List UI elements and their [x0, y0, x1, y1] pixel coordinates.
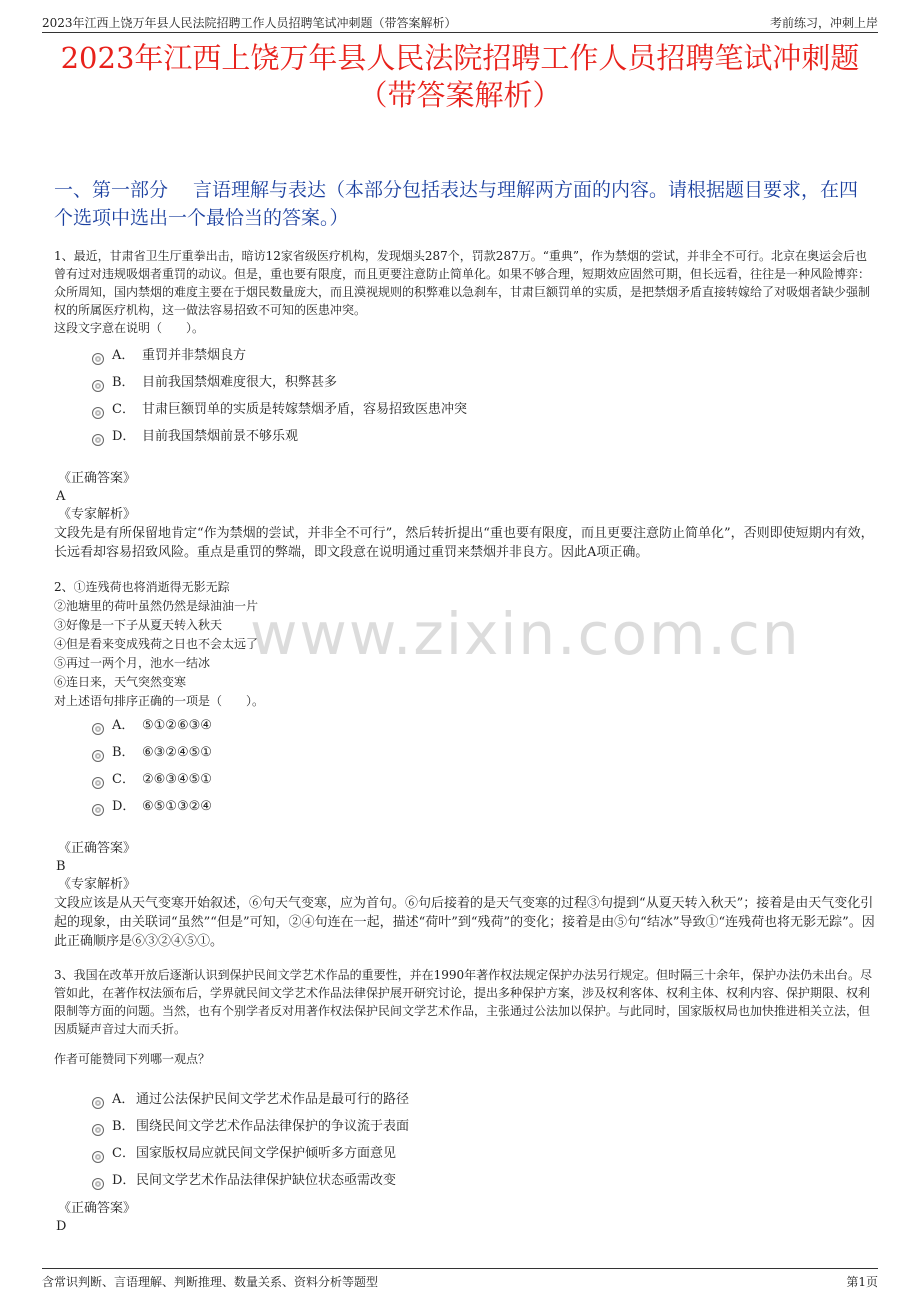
radio-icon[interactable] [92, 804, 104, 816]
explanation-label: 《专家解析》 [58, 507, 137, 522]
header-slogan: 考前练习，冲刺上岸 [769, 16, 878, 30]
explanation-text: 文段先是有所保留地肯定“作为禁烟的尝试，并非全不可行”，然后转折提出“重也要有限度，而且更要注意防止简单化”，否则即使短期内有效，长远看却容易招致风险。重点是重罚的弊端，即文段意在说明通过重罚来禁烟并非良方。因此A项正确。 [54, 526, 874, 560]
answer-value: D [56, 1219, 67, 1234]
watermark-text: www.zixin.com.cn [250, 600, 801, 668]
question-2-line: ③好像是一下子从夏天转入秋天 [54, 618, 223, 632]
radio-icon[interactable] [92, 1124, 104, 1136]
question-3-answer [54, 1200, 876, 1236]
question-3-stem [54, 966, 876, 1068]
radio-icon[interactable] [92, 1097, 104, 1109]
section-heading: 一、第一部分 言语理解与表达（本部分包括表达与理解两方面的内容。请根据题目要求，在四个选项中选出一个最恰当的答案。） [54, 179, 859, 229]
question-3-text: 3、我国在改革开放后逐渐认识到保护民间文学艺术作品的重要性，并在1990年著作权法规定保护办法另行规定。但时隔三十余年，保护办法仍未出台。尽管如此，在著作权法颁布后，学界就民间文学艺术作品法律保护展开研究讨论，提出多种保护方案，涉及权利客体、权利主体、权利内容、保护期限、权利限制等方面的问题。当然，也有个别学者反对用著作权法保护民间文学艺术作品，主张通过公法加以保护。与此同时，国家版权局也加快推进相关立法，但因质疑声音过大而夭折。 [54, 968, 873, 1036]
question-1-option-a[interactable]: A． 重罚并非禁烟良方 [92, 342, 872, 369]
question-3-option-b[interactable]: B． 围绕民间文学艺术作品法律保护的争议流于表面 [92, 1113, 872, 1140]
question-2-options [92, 712, 872, 820]
question-3-option-c[interactable]: C． 国家版权局应就民间文学保护倾听多方面意见 [92, 1140, 872, 1167]
question-1-prompt: 这段文字意在说明（ ）。 [54, 321, 205, 335]
question-1-option-b[interactable]: B． 目前我国禁烟难度很大，积弊甚多 [92, 369, 872, 396]
question-2-answer [54, 840, 876, 951]
page-title-line2: （带答案解析） [358, 78, 562, 112]
question-3-options [92, 1086, 872, 1194]
radio-icon[interactable] [92, 434, 104, 446]
question-2-stem [54, 578, 876, 711]
question-1-option-c[interactable]: C． 甘肃巨额罚单的实质是转嫁禁烟矛盾，容易招致医患冲突 [92, 396, 872, 423]
question-2-line: ④但是看来变成残荷之日也不会太远了 [54, 637, 259, 651]
question-1-answer [54, 470, 876, 562]
radio-icon[interactable] [92, 407, 104, 419]
page-title [40, 40, 880, 114]
question-1-stem [54, 247, 876, 337]
question-2-line: ⑥连日来，天气突然变寒 [54, 675, 187, 689]
explanation-text: 文段应该是从天气变寒开始叙述，⑥句天气变寒，应为首句。⑥句后接着的是天气变寒的过程③句提到“从夏天转入秋天”；接着是由天气变化引起的现象，由关联词“虽然”“但是”可知，②④句连在一起，描述“荷叶”到“残荷”的变化；接着是由⑤句“结冰”导致①“连残荷也将无影无踪”。因此正确顺序是⑥③②④⑤①。 [54, 896, 875, 949]
question-2-line: ⑤再过一两个月，池水一结冰 [54, 656, 211, 670]
question-2-option-b[interactable]: B． ⑥③②④⑤① [92, 739, 872, 766]
radio-icon[interactable] [92, 777, 104, 789]
question-2-prompt: 对上述语句排序正确的一项是（ ）。 [54, 694, 265, 708]
question-1-option-d[interactable]: D． 目前我国禁烟前景不够乐观 [92, 423, 872, 450]
answer-value: A [56, 489, 66, 504]
radio-icon[interactable] [92, 750, 104, 762]
answer-label: 《正确答案》 [58, 841, 137, 856]
answer-label: 《正确答案》 [58, 471, 137, 486]
question-1-options [92, 342, 872, 450]
question-3-option-a[interactable]: A． 通过公法保护民间文学艺术作品是最可行的路径 [92, 1086, 872, 1113]
page-header [42, 10, 878, 33]
radio-icon[interactable] [92, 380, 104, 392]
question-2-option-d[interactable]: D． ⑥⑤①③②④ [92, 793, 872, 820]
question-3-prompt: 作者可能赞同下列哪一观点？ [54, 1052, 211, 1066]
explanation-label: 《专家解析》 [58, 877, 137, 892]
radio-icon[interactable] [92, 353, 104, 365]
question-2-option-c[interactable]: C． ②⑥③④⑤① [92, 766, 872, 793]
radio-icon[interactable] [92, 1178, 104, 1190]
radio-icon[interactable] [92, 1151, 104, 1163]
footer-description: 含常识判断、言语理解、判断推理、数量关系、资料分析等题型 [42, 1275, 379, 1289]
answer-value: B [56, 859, 66, 874]
question-2-line: 2、①连残荷也将消逝得无影无踪 [54, 580, 230, 594]
question-3-option-d[interactable]: D． 民间文学艺术作品法律保护缺位状态亟需改变 [92, 1167, 872, 1194]
header-title: 2023年江西上饶万年县人民法院招聘工作人员招聘笔试冲刺题（带答案解析） [42, 16, 457, 30]
page-number: 第1页 [846, 1275, 878, 1289]
page-title-line1: 2023年江西上饶万年县人民法院招聘工作人员招聘笔试冲刺题 [60, 41, 860, 75]
question-2-option-a[interactable]: A． ⑤①②⑥③④ [92, 712, 872, 739]
question-2-line: ②池塘里的荷叶虽然仍然是绿油油一片 [54, 599, 259, 613]
radio-icon[interactable] [92, 723, 104, 735]
answer-label: 《正确答案》 [58, 1201, 137, 1216]
question-1-text: 1、最近，甘肃省卫生厅重拳出击，暗访12家省级医疗机构，发现烟头287个，罚款287万。“重典”，作为禁烟的尝试，并非全不可行。北京在奥运会后也曾有过对违规吸烟者重罚的动议。但是，重也要有限度，而且更要注意防止简单化。如果不够合理，短期效应固然可期，但长远看，往往是一种风险博弈：众所周知，国内禁烟的难度主要在于烟民数量庞大，而且漠视规则的积弊难以急刹车，甘肃巨额罚单的实质，是把禁烟矛盾直接转嫁给了对吸烟者缺少强制权的所属医疗机构，这一做法容易招致不可知的医患冲突。 [54, 249, 871, 317]
page-footer [42, 1268, 878, 1291]
